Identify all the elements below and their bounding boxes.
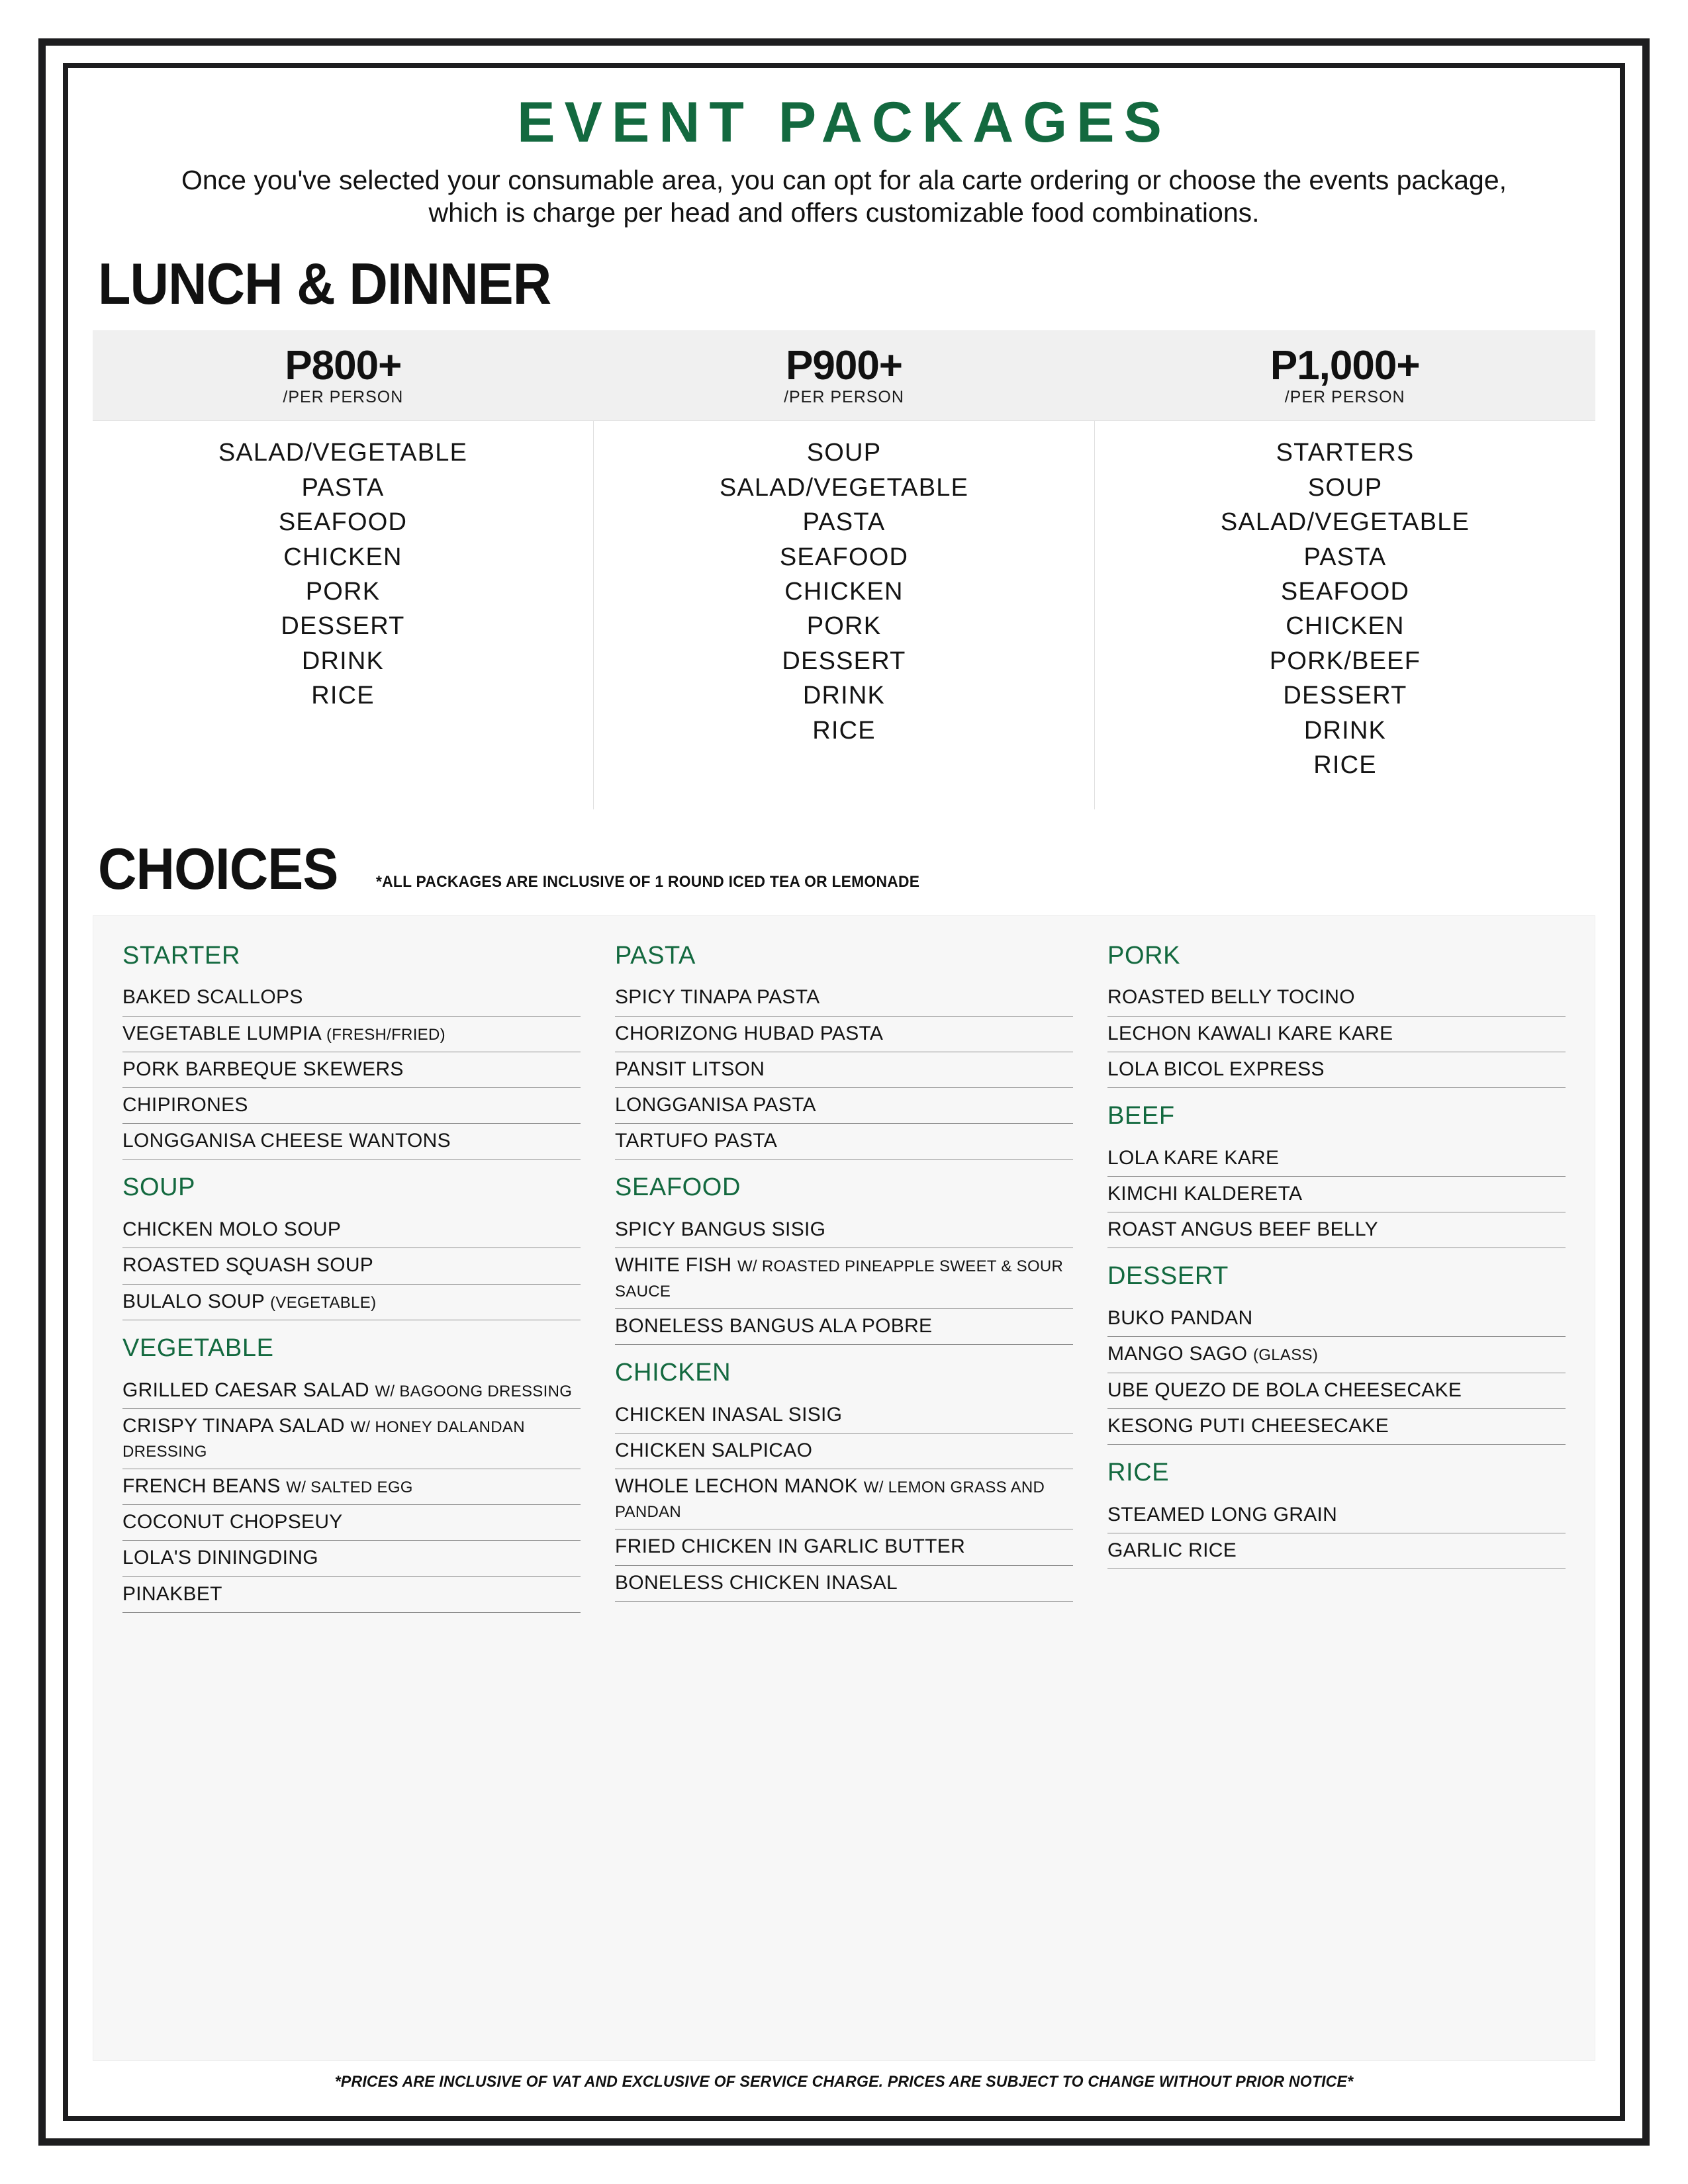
menu-item-row xyxy=(1107,1017,1566,1052)
menu-item-row xyxy=(615,1529,1073,1565)
menu-item-row xyxy=(615,1124,1073,1160)
menu-item-row xyxy=(615,1088,1073,1124)
package-price-cell xyxy=(93,345,594,407)
choices-category-title: PORK xyxy=(1107,941,1181,970)
menu-item-name: BUKO PANDAN xyxy=(1107,1307,1253,1330)
menu-item-row xyxy=(1107,1141,1566,1177)
package-inclusion-item: DRINK xyxy=(802,682,886,710)
menu-item-name: KIMCHI KALDERETA xyxy=(1107,1183,1303,1205)
package-inclusion-item: PORK xyxy=(305,578,381,606)
choices-category-title: SEAFOOD xyxy=(615,1173,741,1202)
choices-category-title: SOUP xyxy=(122,1173,196,1202)
menu-item-modifier: W/ SALTED EGG xyxy=(286,1479,413,1497)
menu-item-row xyxy=(615,1566,1073,1602)
choices-panel xyxy=(93,915,1595,2061)
menu-item-row xyxy=(122,1541,581,1576)
menu-item-name: LONGGANISA PASTA xyxy=(615,1094,816,1116)
choices-heading: CHOICES xyxy=(98,835,338,901)
package-inclusion-item: PORK xyxy=(806,612,882,641)
package-inclusion-item: PORK/BEEF xyxy=(1269,647,1421,675)
package-price-unit: /PER PERSON xyxy=(784,388,904,407)
menu-item-row xyxy=(122,1248,581,1284)
menu-item-row xyxy=(615,1309,1073,1345)
package-inclusion-item: DESSERT xyxy=(1283,682,1407,710)
menu-item-row xyxy=(122,1505,581,1541)
package-price-cell xyxy=(594,345,1095,407)
package-inclusion-item: SOUP xyxy=(1307,473,1383,502)
package-price: P1,000+ xyxy=(1270,343,1420,389)
package-price-unit: /PER PERSON xyxy=(1284,388,1405,407)
choices-category xyxy=(122,1174,581,1320)
menu-item-name: BONELESS CHICKEN INASAL xyxy=(615,1571,898,1594)
menu-item-row xyxy=(1107,1177,1566,1212)
lunch-dinner-heading-row xyxy=(98,251,1595,317)
package-inclusion-item: STARTERS xyxy=(1276,439,1415,467)
choices-heading-row xyxy=(98,835,1595,901)
packages-body xyxy=(93,420,1595,809)
menu-item-name: LONGGANISA CHEESE WANTONS xyxy=(122,1130,451,1152)
package-inclusion-item: PASTA xyxy=(802,508,886,537)
package-inclusion-item: DRINK xyxy=(1303,716,1387,745)
menu-item-name: PANSIT LITSON xyxy=(615,1058,765,1080)
choices-category-title: DESSERT xyxy=(1107,1262,1229,1291)
menu-item-modifier: (FRESH/FRIED) xyxy=(326,1025,445,1044)
menu-item-row xyxy=(122,1577,581,1613)
choices-column xyxy=(122,942,581,2025)
menu-item-name: BULALO SOUP xyxy=(122,1290,271,1312)
package-inclusion-item: RICE xyxy=(311,682,375,710)
choices-category xyxy=(615,942,1073,1160)
package-inclusion-item: SALAD/VEGETABLE xyxy=(719,473,969,502)
package-price: P900+ xyxy=(786,343,903,389)
menu-item-row xyxy=(122,980,581,1016)
menu-item-name: TARTUFO PASTA xyxy=(615,1130,778,1152)
menu-item-row xyxy=(122,1212,581,1248)
menu-item-name: COCONUT CHOPSEUY xyxy=(122,1511,343,1533)
menu-item-name: LECHON KAWALI KARE KARE xyxy=(1107,1022,1393,1044)
menu-item-name: VEGETABLE LUMPIA xyxy=(122,1022,326,1044)
menu-item-name: PINAKBET xyxy=(122,1582,222,1605)
menu-item-row xyxy=(122,1373,581,1409)
choices-category xyxy=(1107,1103,1566,1248)
package-price-cell xyxy=(1094,345,1595,407)
menu-item-name: BONELESS BANGUS ALA POBRE xyxy=(615,1314,933,1337)
choices-category-title: RICE xyxy=(1107,1458,1170,1486)
package-inclusion-item: CHICKEN xyxy=(1286,612,1405,641)
menu-item-name: CRISPY TINAPA SALAD xyxy=(122,1414,351,1437)
menu-item-row xyxy=(122,1409,581,1469)
menu-item-name: WHITE FISH xyxy=(615,1254,737,1277)
package-price-unit: /PER PERSON xyxy=(283,388,404,407)
menu-item-row xyxy=(615,1433,1073,1469)
packages-table xyxy=(93,330,1595,809)
menu-item-row xyxy=(1107,1337,1566,1373)
choices-category xyxy=(122,942,581,1160)
menu-item-row xyxy=(122,1469,581,1505)
menu-item-name: GRILLED CAESAR SALAD xyxy=(122,1379,375,1401)
menu-item-row xyxy=(615,1398,1073,1433)
menu-item-name: CHICKEN SALPICAO xyxy=(615,1439,813,1461)
package-inclusion-item: SEAFOOD xyxy=(1280,578,1410,606)
menu-item-row xyxy=(615,1212,1073,1248)
menu-item-row xyxy=(122,1124,581,1160)
menu-item-name: GARLIC RICE xyxy=(1107,1539,1237,1561)
menu-item-row xyxy=(122,1017,581,1052)
choices-column xyxy=(1107,942,1566,2025)
menu-item-name: CHORIZONG HUBAD PASTA xyxy=(615,1022,884,1044)
menu-item-row xyxy=(122,1088,581,1124)
menu-item-name: SPICY BANGUS SISIG xyxy=(615,1218,826,1241)
menu-item-name: KESONG PUTI CHEESECAKE xyxy=(1107,1414,1389,1437)
choices-category xyxy=(1107,1459,1566,1569)
menu-item-row xyxy=(1107,1409,1566,1445)
menu-item-row xyxy=(1107,1301,1566,1337)
package-inclusions-column xyxy=(1095,421,1595,809)
page-title: EVENT PACKAGES xyxy=(517,91,1171,154)
package-inclusion-item: SEAFOOD xyxy=(779,543,909,571)
choices-category-title: PASTA xyxy=(615,941,696,970)
menu-page xyxy=(93,79,1595,2091)
package-inclusion-item: SOUP xyxy=(806,439,882,467)
menu-item-modifier: W/ HONEY DALANDAN DRESSING xyxy=(122,1418,525,1461)
menu-item-name: CHICKEN MOLO SOUP xyxy=(122,1218,342,1241)
menu-item-name: ROASTED BELLY TOCINO xyxy=(1107,986,1355,1009)
choices-category-title: BEEF xyxy=(1107,1102,1175,1130)
menu-item-row xyxy=(122,1285,581,1320)
choices-category xyxy=(122,1335,581,1613)
menu-item-name: FRIED CHICKEN IN GARLIC BUTTER xyxy=(615,1535,966,1558)
package-inclusion-item: SALAD/VEGETABLE xyxy=(218,439,468,467)
menu-item-row xyxy=(122,1052,581,1088)
menu-item-name: UBE QUEZO DE BOLA CHEESECAKE xyxy=(1107,1379,1462,1401)
package-inclusion-item: PASTA xyxy=(1303,543,1387,571)
menu-item-name: BAKED SCALLOPS xyxy=(122,986,303,1009)
menu-item-row xyxy=(1107,1052,1566,1088)
package-inclusions-column xyxy=(93,421,594,809)
menu-item-name: SPICY TINAPA PASTA xyxy=(615,986,820,1009)
package-inclusions-column xyxy=(594,421,1095,809)
choices-category-title: VEGETABLE xyxy=(122,1334,274,1362)
lunch-dinner-heading: LUNCH & DINNER xyxy=(98,251,551,317)
package-price: P800+ xyxy=(285,343,402,389)
choices-category-title: CHICKEN xyxy=(615,1358,731,1387)
menu-item-row xyxy=(1107,1533,1566,1569)
menu-item-row xyxy=(1107,1498,1566,1533)
menu-item-name: CHICKEN INASAL SISIG xyxy=(615,1403,843,1426)
package-inclusion-item: CHICKEN xyxy=(283,543,402,571)
menu-item-name: FRENCH BEANS xyxy=(122,1475,287,1498)
package-inclusion-item: DESSERT xyxy=(281,612,405,641)
menu-item-modifier: W/ ROASTED PINEAPPLE SWEET & SOUR SAUCE xyxy=(615,1257,1064,1300)
menu-item-name: LOLA'S DININGDING xyxy=(122,1547,318,1569)
packages-price-band xyxy=(93,330,1595,420)
menu-item-row xyxy=(615,1052,1073,1088)
page-subtitle: Once you've selected your consumable area, you can opt for ala carte ordering or choose the events package, which is charge per head and offers customizable food combinations. xyxy=(181,165,1507,228)
menu-item-row xyxy=(615,1017,1073,1052)
menu-item-name: LOLA BICOL EXPRESS xyxy=(1107,1058,1325,1080)
menu-item-row xyxy=(615,1248,1073,1308)
package-inclusion-item: SALAD/VEGETABLE xyxy=(1220,508,1470,537)
menu-item-row xyxy=(1107,1212,1566,1248)
choices-category xyxy=(1107,1263,1566,1445)
package-inclusion-item: SEAFOOD xyxy=(278,508,408,537)
menu-item-modifier: W/ LEMON GRASS AND PANDAN xyxy=(615,1479,1045,1522)
package-inclusion-item: RICE xyxy=(812,716,876,745)
menu-item-name: ROAST ANGUS BEEF BELLY xyxy=(1107,1218,1378,1241)
menu-item-modifier: (VEGETABLE) xyxy=(270,1293,377,1312)
menu-item-name: LOLA KARE KARE xyxy=(1107,1146,1280,1169)
menu-item-row xyxy=(615,980,1073,1016)
choices-column xyxy=(615,942,1073,2025)
choices-category xyxy=(1107,942,1566,1088)
choices-note: *ALL PACKAGES ARE INCLUSIVE OF 1 ROUND ICED TEA OR LEMONADE xyxy=(375,872,920,891)
choices-category xyxy=(615,1359,1073,1602)
choices-category-title: STARTER xyxy=(122,941,241,970)
package-inclusion-item: RICE xyxy=(1313,751,1377,780)
menu-item-row xyxy=(615,1469,1073,1529)
menu-item-name: PORK BARBEQUE SKEWERS xyxy=(122,1058,404,1080)
package-inclusion-item: DRINK xyxy=(301,647,385,675)
menu-item-name: STEAMED LONG GRAIN xyxy=(1107,1503,1338,1525)
choices-category xyxy=(615,1174,1073,1345)
menu-item-row xyxy=(1107,1373,1566,1409)
menu-item-name: ROASTED SQUASH SOUP xyxy=(122,1254,374,1277)
package-inclusion-item: PASTA xyxy=(301,473,385,502)
package-inclusion-item: CHICKEN xyxy=(784,578,904,606)
package-inclusion-item: DESSERT xyxy=(782,647,906,675)
menu-item-modifier: W/ BAGOONG DRESSING xyxy=(375,1382,573,1400)
menu-item-modifier: (GLASS) xyxy=(1253,1346,1319,1365)
price-disclaimer: *PRICES ARE INCLUSIVE OF VAT AND EXCLUSIVE OF SERVICE CHARGE. PRICES ARE SUBJECT TO CHANGE WITHOUT PRIOR NOTICE* xyxy=(334,2073,1354,2091)
menu-item-name: MANGO SAGO xyxy=(1107,1343,1253,1365)
menu-item-name: WHOLE LECHON MANOK xyxy=(615,1475,864,1498)
menu-item-row xyxy=(1107,980,1566,1016)
menu-item-name: CHIPIRONES xyxy=(122,1094,248,1116)
